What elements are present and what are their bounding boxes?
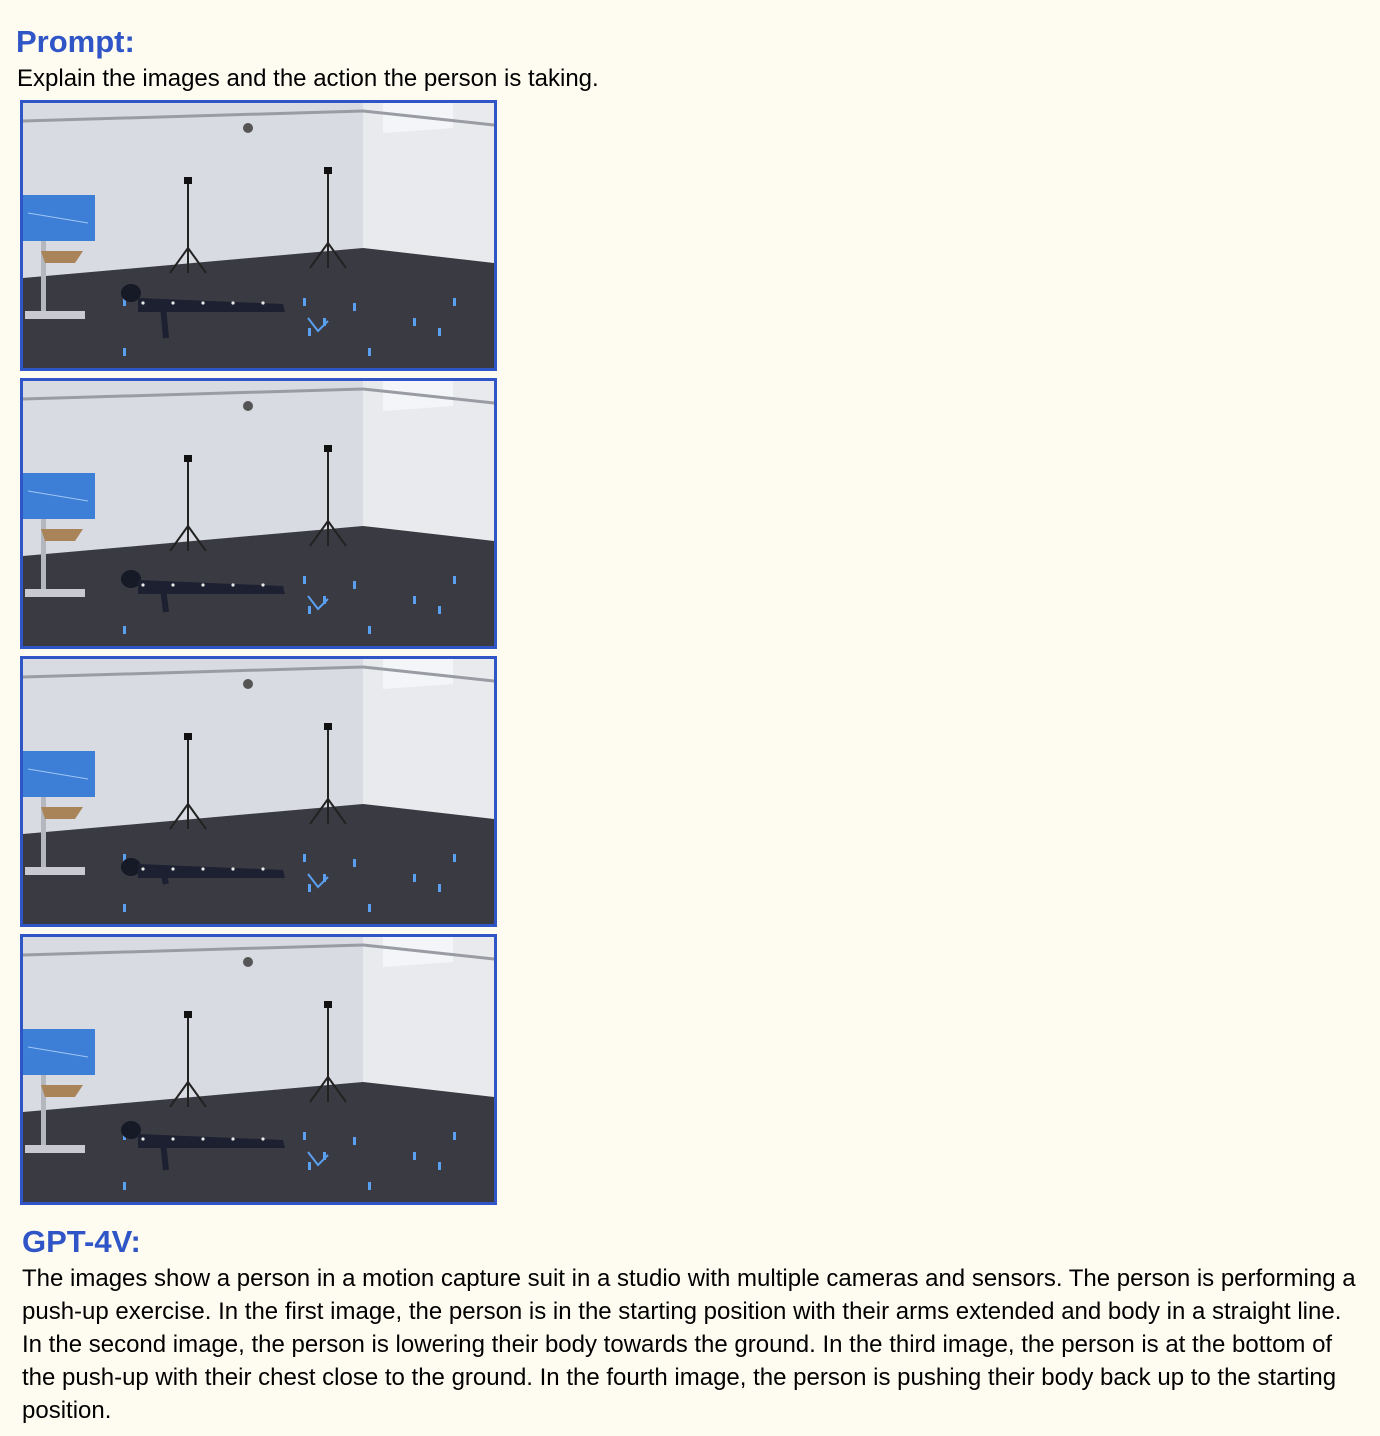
image-frame-3 [20,656,497,927]
prompt-heading: Prompt: [16,24,135,59]
pushup-start-photo [23,103,494,368]
response-text: The images show a person in a motion capture suit in a studio with multiple cameras and sensors. The person is performing a push-up exercise. In the first image, the person is in the starting position with their arms extended and body in a straight line. In the second image, the person is lowering their body towards the ground. In the third image, the person is at the bottom of the push-up with their chest close to the ground. In the fourth image, the person is pushing their body back up to the starting position. [22,1265,1356,1424]
response-heading: GPT-4V: [22,1224,141,1259]
pushup-up-photo [23,937,494,1202]
pushup-bottom-photo [23,659,494,924]
prompt-text: Explain the images and the action the person is taking. [17,65,599,92]
image-frame-4 [20,934,497,1205]
pushup-lowering-photo [23,381,494,646]
image-frame-1 [20,100,497,371]
image-frame-2 [20,378,497,649]
